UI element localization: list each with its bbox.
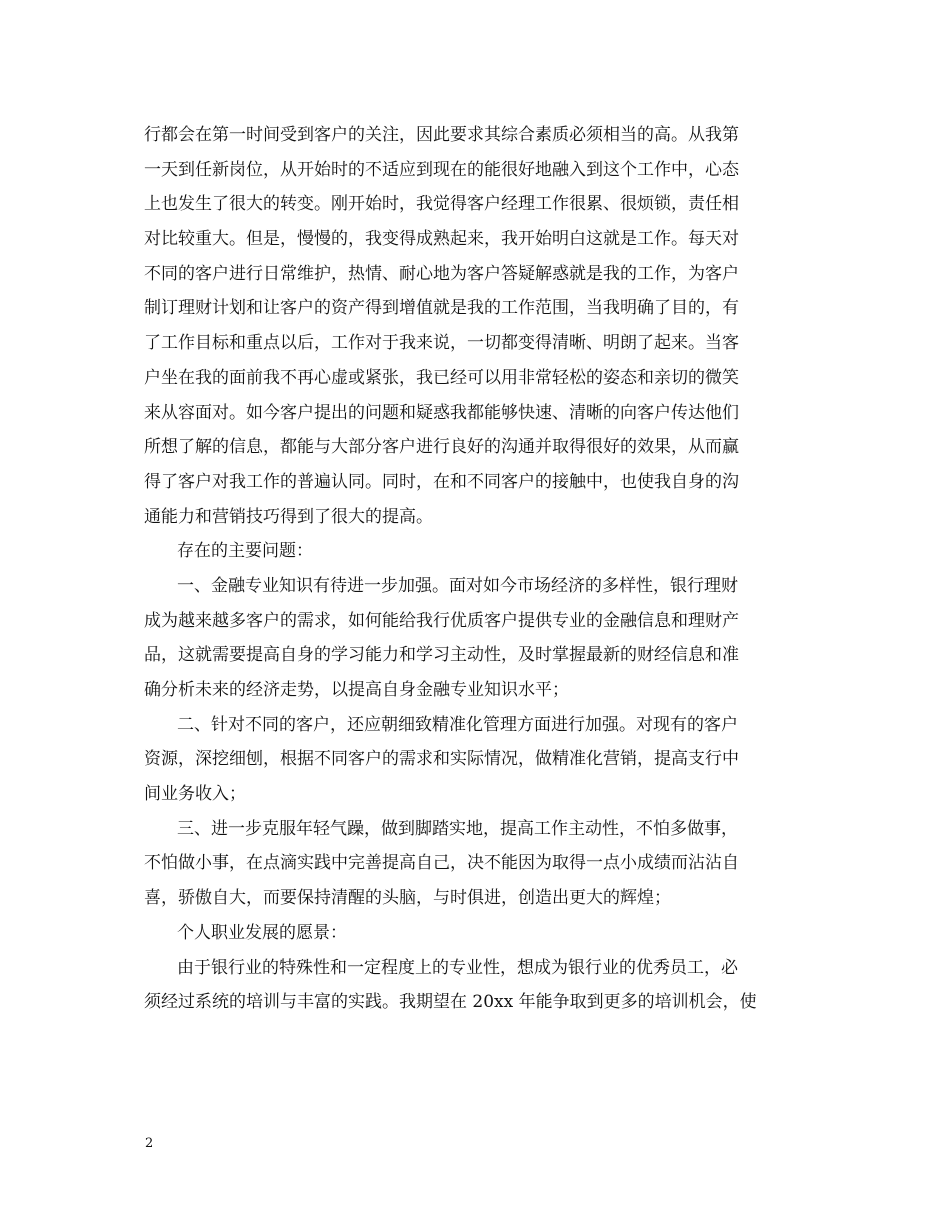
text-line: 由于银行业的特殊性和一定程度上的专业性，想成为银行业的优秀员工，必 bbox=[177, 957, 738, 978]
text-line: 须经过系统的培训与丰富的实践。我期望在 20xx 年能争取到更多的培训机会，使 bbox=[144, 992, 757, 1013]
document-body bbox=[144, 118, 804, 1020]
text-line: 一天到任新岗位，从开始时的不适应到现在的能很好地融入到这个工作中，心态 bbox=[144, 159, 739, 180]
text-line: 品，这就需要提高自身的学习能力和学习主动性，及时掌握最新的财经信息和准 bbox=[144, 645, 739, 666]
text-line: 二、针对不同的客户，还应朝细致精准化管理方面进行加强。对现有的客户 bbox=[177, 714, 738, 735]
text-line: 成为越来越多客户的需求，如何能给我行优质客户提供专业的金融信息和理财产 bbox=[144, 610, 739, 631]
text-line: 来从容面对。如今客户提出的问题和疑惑我都能够快速、清晰的向客户传达他们 bbox=[144, 402, 739, 423]
text-line: 上也发生了很大的转变。刚开始时，我觉得客户经理工作很累、很烦锁，责任相 bbox=[144, 194, 739, 215]
text-line: 不同的客户进行日常维护，热情、耐心地为客户答疑解惑就是我的工作，为客户 bbox=[144, 263, 739, 284]
text-line: 资源，深挖细刨，根据不同客户的需求和实际情况，做精准化营销，提高支行中 bbox=[144, 749, 739, 770]
text-line: 了工作目标和重点以后，工作对于我来说，一切都变得清晰、明朗了起来。当客 bbox=[144, 333, 739, 354]
text-line: 确分析未来的经济走势，以提高自身金融专业知识水平； bbox=[144, 680, 569, 700]
text-line: 户坐在我的面前我不再心虚或紧张，我已经可以用非常轻松的姿态和亲切的微笑 bbox=[144, 367, 739, 388]
text-line: 个人职业发展的愿景： bbox=[177, 922, 347, 943]
text-line: 存在的主要问题： bbox=[177, 541, 313, 562]
page-number: 2 bbox=[145, 1136, 154, 1151]
text-line: 间业务收入； bbox=[144, 784, 246, 805]
text-line: 行都会在第一时间受到客户的关注，因此要求其综合素质必须相当的高。从我第 bbox=[144, 125, 739, 145]
text-line: 对比较重大。但是，慢慢的，我变得成熟起来，我开始明白这就是工作。每天对 bbox=[144, 229, 739, 250]
text-line: 不怕做小事，在点滴实践中完善提高自己，决不能因为取得一点小成绩而沾沾自 bbox=[144, 853, 739, 874]
text-line: 一、金融专业知识有待进一步加强。面对如今市场经济的多样性，银行理财 bbox=[177, 575, 738, 596]
text-line: 制订理财计划和让客户的资产得到增值就是我的工作范围，当我明确了目的，有 bbox=[144, 298, 739, 319]
text-line: 通能力和营销技巧得到了很大的提高。 bbox=[144, 506, 433, 527]
text-line: 三、进一步克服年轻气躁，做到脚踏实地，提高工作主动性，不怕多做事， bbox=[177, 818, 738, 839]
text-line: 得了客户对我工作的普遍认同。同时，在和不同客户的接触中，也使我自身的沟 bbox=[144, 471, 739, 492]
text-line: 喜，骄傲自大，而要保持清醒的头脑，与时俱进，创造出更大的辉煌； bbox=[144, 888, 671, 909]
text-line: 所想了解的信息，都能与大部分客户进行良好的沟通并取得很好的效果，从而赢 bbox=[144, 437, 739, 458]
